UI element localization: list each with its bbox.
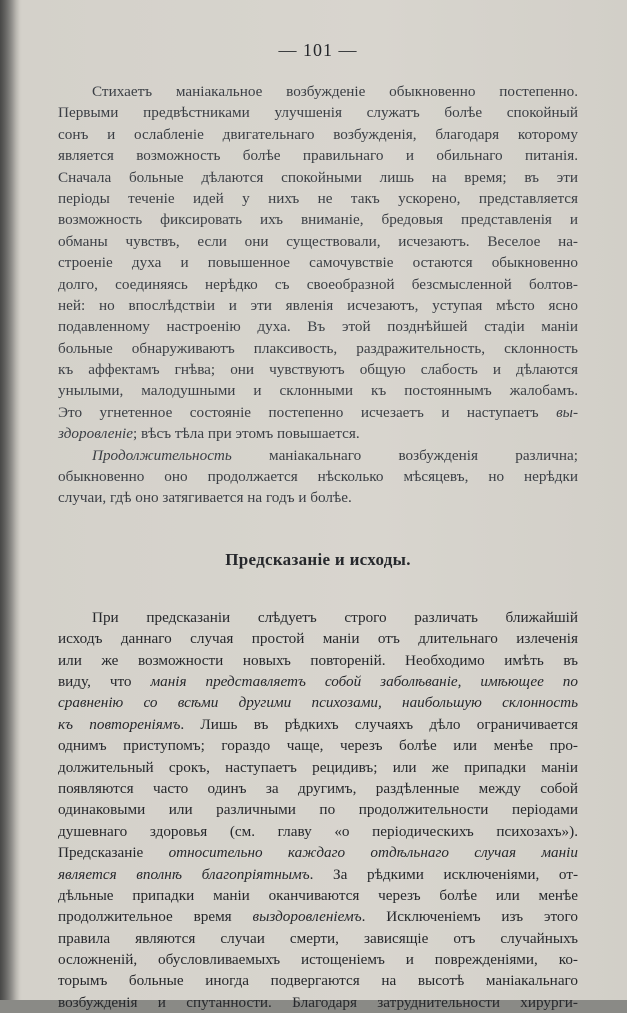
italic-text: здоровленіе: [58, 425, 134, 443]
text-line: [58, 274, 578, 295]
italic-text: является вполнѣ благопріятнымъ: [58, 865, 310, 883]
text-line: [58, 821, 578, 842]
upper-text-block: [58, 81, 578, 509]
text-segment: появляются часто одинъ за другимъ, раздѣленные между собой: [58, 779, 578, 797]
text-segment: обманы чувствъ, если они существовали, исчезаютъ. Веселое на-: [58, 232, 578, 250]
text-segment: возбужденія и спутанности. Благодаря затруднительности хирурги-: [58, 993, 578, 1011]
text-segment: ; вѣсъ тѣла при этомъ повышается.: [133, 425, 360, 443]
text-segment: Первыми предвѣстниками улучшенія служатъ болѣе спокойный: [58, 104, 578, 122]
section-heading: Предсказаніе и исходы.: [225, 549, 411, 569]
text-line: [58, 402, 578, 423]
italic-text: выздоровленіемъ: [252, 908, 362, 926]
text-line: [58, 885, 578, 906]
text-segment: должительный срокъ, наступаетъ рецидивъ; или же припадки маніи: [58, 758, 578, 776]
text-line: [58, 423, 578, 444]
text-line: [58, 145, 578, 166]
text-segment: . Исключеніемъ изъ этого: [361, 908, 578, 926]
italic-text: манія представляетъ собой заболѣваніе, имѣющее по: [150, 672, 578, 690]
text-line: [58, 209, 578, 230]
text-line: [58, 692, 578, 713]
text-line: [58, 380, 578, 401]
paragraph: [58, 445, 578, 509]
text-line: [58, 359, 578, 380]
text-segment: продолжительное время: [58, 908, 253, 926]
text-line: [58, 949, 578, 970]
text-segment: больные обнаруживаютъ плаксивость, раздражительность, склонность: [58, 339, 578, 357]
text-segment: . За рѣдкими исключеніями, от-: [309, 865, 579, 883]
text-segment: . Лишь въ рѣдкихъ случаяхъ дѣло ограничивается: [180, 715, 578, 733]
page-text-area: [58, 28, 579, 1011]
text-segment: маніакальнаго возбужденія различна;: [231, 446, 578, 464]
text-segment: строеніе духа и повышенное самочувствіе остаются обыкновенно: [58, 254, 578, 272]
text-line: [58, 124, 578, 145]
text-line: [58, 778, 578, 799]
text-segment: Это угнетенное состояніе постепенно исчезаетъ и наступаетъ: [58, 403, 557, 421]
text-line: [58, 928, 578, 949]
text-line: [58, 757, 578, 778]
text-segment: унылыми, малодушными и склонными къ постояннымъ жалобамъ.: [58, 382, 578, 400]
text-segment: обыкновенно оно продолжается нѣсколько мѣсяцевъ, но нерѣдки: [58, 468, 578, 486]
text-segment: къ аффектамъ гнѣва; они чувствуютъ общую слабость и дѣлаются: [58, 361, 578, 379]
text-line: [58, 338, 578, 359]
text-segment: одинаковыми или различными по продолжительности періодами: [58, 801, 578, 819]
text-line: [58, 445, 578, 466]
text-line: [58, 799, 578, 820]
text-segment: правила являются случаи смерти, зависящіе отъ случайныхъ: [58, 929, 578, 947]
text-line: [58, 607, 578, 628]
text-line: [58, 252, 578, 273]
text-line: [58, 102, 578, 123]
text-line: [58, 295, 578, 316]
text-segment: долго, соединяясь нерѣдко съ своеобразной безсмысленной болтов-: [58, 275, 578, 293]
page-number: — 101 —: [278, 40, 358, 60]
text-line: [58, 81, 578, 102]
book-spine-shadow: [0, 0, 20, 1000]
text-segment: или же возможности новыхъ повтореній. Необходимо имѣть въ: [58, 651, 578, 669]
italic-text: сравненію со всѣми другими психозами, наибольшую склонность: [58, 694, 578, 712]
text-segment: виду, что: [58, 672, 151, 690]
text-segment: ней: но впослѣдствіи и эти явленія исчезаютъ, уступая мѣсто ясно: [58, 296, 578, 314]
text-segment: исходъ даннаго случая простой маніи отъ длительнаго излеченія: [58, 630, 578, 648]
text-segment: возможность фиксировать ихъ вниманіе, бредовыя представленія и: [58, 211, 578, 229]
text-segment: душевнаго здоровья (см. главу «о періодическихъ психозахъ»).: [58, 822, 578, 840]
italic-text: вы-: [556, 403, 578, 421]
text-line: [58, 970, 578, 991]
italic-text: къ повтореніямъ: [58, 715, 181, 733]
text-line: [58, 714, 578, 735]
italic-text: Продолжительность: [92, 446, 232, 464]
text-line: [58, 992, 578, 1013]
paragraph: [58, 607, 578, 1013]
paragraph: [58, 81, 578, 445]
text-line: [58, 864, 578, 885]
text-line: [58, 735, 578, 756]
text-line: [58, 628, 578, 649]
text-segment: случаи, гдѣ оно затягивается на годъ и болѣе.: [58, 489, 352, 507]
text-line: [58, 466, 578, 487]
text-segment: однимъ приступомъ; гораздо чаще, черезъ болѣе или менѣе про-: [58, 737, 578, 755]
text-segment: Стихаетъ маніакальное возбужденіе обыкновенно постепенно.: [92, 83, 578, 100]
text-line: [58, 316, 578, 337]
text-line: [58, 671, 578, 692]
text-segment: осложненій, обусловливаемыхъ истощеніемъ и поврежденіями, ко-: [58, 951, 578, 969]
text-segment: Сначала больные дѣлаются спокойными лишь на время; въ эти: [58, 168, 578, 186]
text-segment: періоды теченіе идей у нихъ не такъ ускорено, представляется: [58, 189, 578, 207]
text-line: [58, 487, 578, 508]
text-line: [58, 842, 578, 863]
text-segment: При предсказаніи слѣдуетъ строго различать ближайшій: [92, 608, 578, 626]
text-line: [58, 167, 578, 188]
text-line: [58, 231, 578, 252]
italic-text: относительно каждаго отдѣльнаго случая маніи: [168, 844, 578, 862]
text-line: [58, 906, 578, 927]
text-segment: подавленному настроенію духа. Въ этой позднѣйшей стадіи маніи: [58, 318, 578, 336]
text-segment: сонъ и ослабленіе двигательнаго возбужденія, благодаря которому: [58, 125, 578, 143]
lower-text-block: [58, 607, 578, 1013]
text-segment: дѣльные припадки маніи оканчиваются черезъ болѣе или менѣе: [58, 886, 578, 904]
text-segment: Предсказаніе: [58, 844, 169, 862]
text-segment: является возможность болѣе правильнаго и обильнаго питанія.: [58, 147, 578, 165]
text-line: [58, 188, 578, 209]
text-line: [58, 650, 578, 671]
text-segment: торымъ больные иногда подвергаются на высотѣ маніакальнаго: [58, 972, 578, 990]
